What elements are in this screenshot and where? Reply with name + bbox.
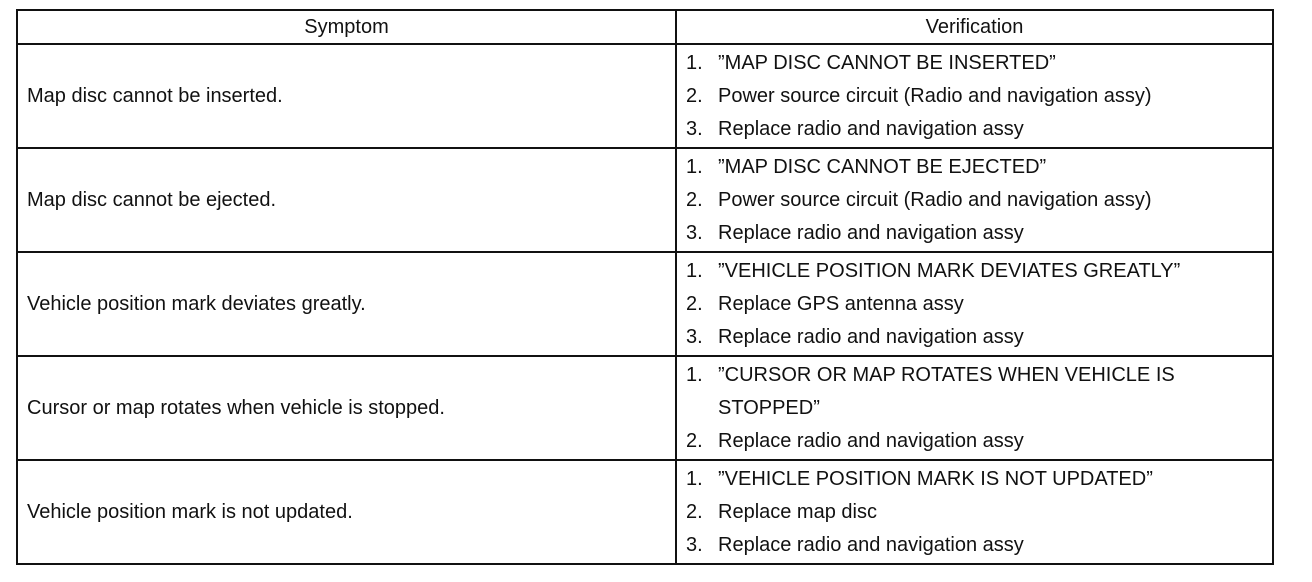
step-number: 2. xyxy=(686,292,703,315)
step-number: 1. xyxy=(686,363,703,386)
step-number: 3. xyxy=(686,221,703,244)
step-text: Replace GPS antenna assy xyxy=(718,292,964,315)
verification-step xyxy=(686,80,1264,113)
verification-steps xyxy=(677,255,1272,354)
step-text: Replace radio and navigation assy xyxy=(718,325,1024,348)
verification-step xyxy=(686,217,1264,250)
step-text: ”VEHICLE POSITION MARK DEVIATES GREATLY” xyxy=(718,259,1181,282)
step-number: 2. xyxy=(686,500,703,523)
step-text: ”VEHICLE POSITION MARK IS NOT UPDATED” xyxy=(718,467,1153,490)
verification-cell xyxy=(676,148,1273,252)
step-number: 1. xyxy=(686,51,703,74)
symptom-cell: Map disc cannot be ejected. xyxy=(17,148,676,252)
step-text: Replace radio and navigation assy xyxy=(718,533,1024,556)
step-text: Replace map disc xyxy=(718,500,877,523)
step-text: Replace radio and navigation assy xyxy=(718,117,1024,140)
step-number: 1. xyxy=(686,155,703,178)
step-text: Replace radio and navigation assy xyxy=(718,221,1024,244)
verification-step xyxy=(686,496,1264,529)
step-text: ”MAP DISC CANNOT BE INSERTED” xyxy=(718,51,1056,74)
verification-step xyxy=(686,184,1264,217)
verification-step xyxy=(686,255,1264,288)
step-number: 1. xyxy=(686,467,703,490)
symptom-cell: Vehicle position mark deviates greatly. xyxy=(17,252,676,356)
header-symptom: Symptom xyxy=(17,10,676,44)
step-number: 1. xyxy=(686,259,703,282)
verification-steps xyxy=(677,151,1272,250)
verification-steps xyxy=(677,47,1272,146)
step-text: ”CURSOR OR MAP ROTATES WHEN VEHICLE IS STOPPED” xyxy=(718,363,1175,419)
step-text: Power source circuit (Radio and navigation assy) xyxy=(718,188,1152,211)
step-number: 2. xyxy=(686,429,703,452)
verification-step xyxy=(686,321,1264,354)
header-verification: Verification xyxy=(676,10,1273,44)
verification-cell xyxy=(676,460,1273,564)
symptom-cell: Map disc cannot be inserted. xyxy=(17,44,676,148)
step-text: Power source circuit (Radio and navigation assy) xyxy=(718,84,1152,107)
symptom-cell: Vehicle position mark is not updated. xyxy=(17,460,676,564)
step-number: 2. xyxy=(686,84,703,107)
verification-steps xyxy=(677,359,1272,458)
verification-step xyxy=(686,113,1264,146)
step-text: ”MAP DISC CANNOT BE EJECTED” xyxy=(718,155,1047,178)
table-row xyxy=(17,460,1273,564)
table-row xyxy=(17,356,1273,460)
step-text: Replace radio and navigation assy xyxy=(718,429,1024,452)
verification-step xyxy=(686,425,1264,458)
symptom-verification-table xyxy=(16,9,1274,565)
step-number: 3. xyxy=(686,117,703,140)
verification-step xyxy=(686,463,1264,496)
header-row xyxy=(17,10,1273,44)
verification-cell xyxy=(676,252,1273,356)
verification-step xyxy=(686,529,1264,562)
step-number: 2. xyxy=(686,188,703,211)
step-number: 3. xyxy=(686,533,703,556)
step-number: 3. xyxy=(686,325,703,348)
table-row xyxy=(17,148,1273,252)
verification-step xyxy=(686,47,1264,80)
verification-steps xyxy=(677,463,1272,562)
verification-step xyxy=(686,359,1264,425)
table-row xyxy=(17,252,1273,356)
verification-cell xyxy=(676,44,1273,148)
symptom-cell: Cursor or map rotates when vehicle is stopped. xyxy=(17,356,676,460)
verification-step xyxy=(686,151,1264,184)
verification-cell xyxy=(676,356,1273,460)
verification-step xyxy=(686,288,1264,321)
table-row xyxy=(17,44,1273,148)
